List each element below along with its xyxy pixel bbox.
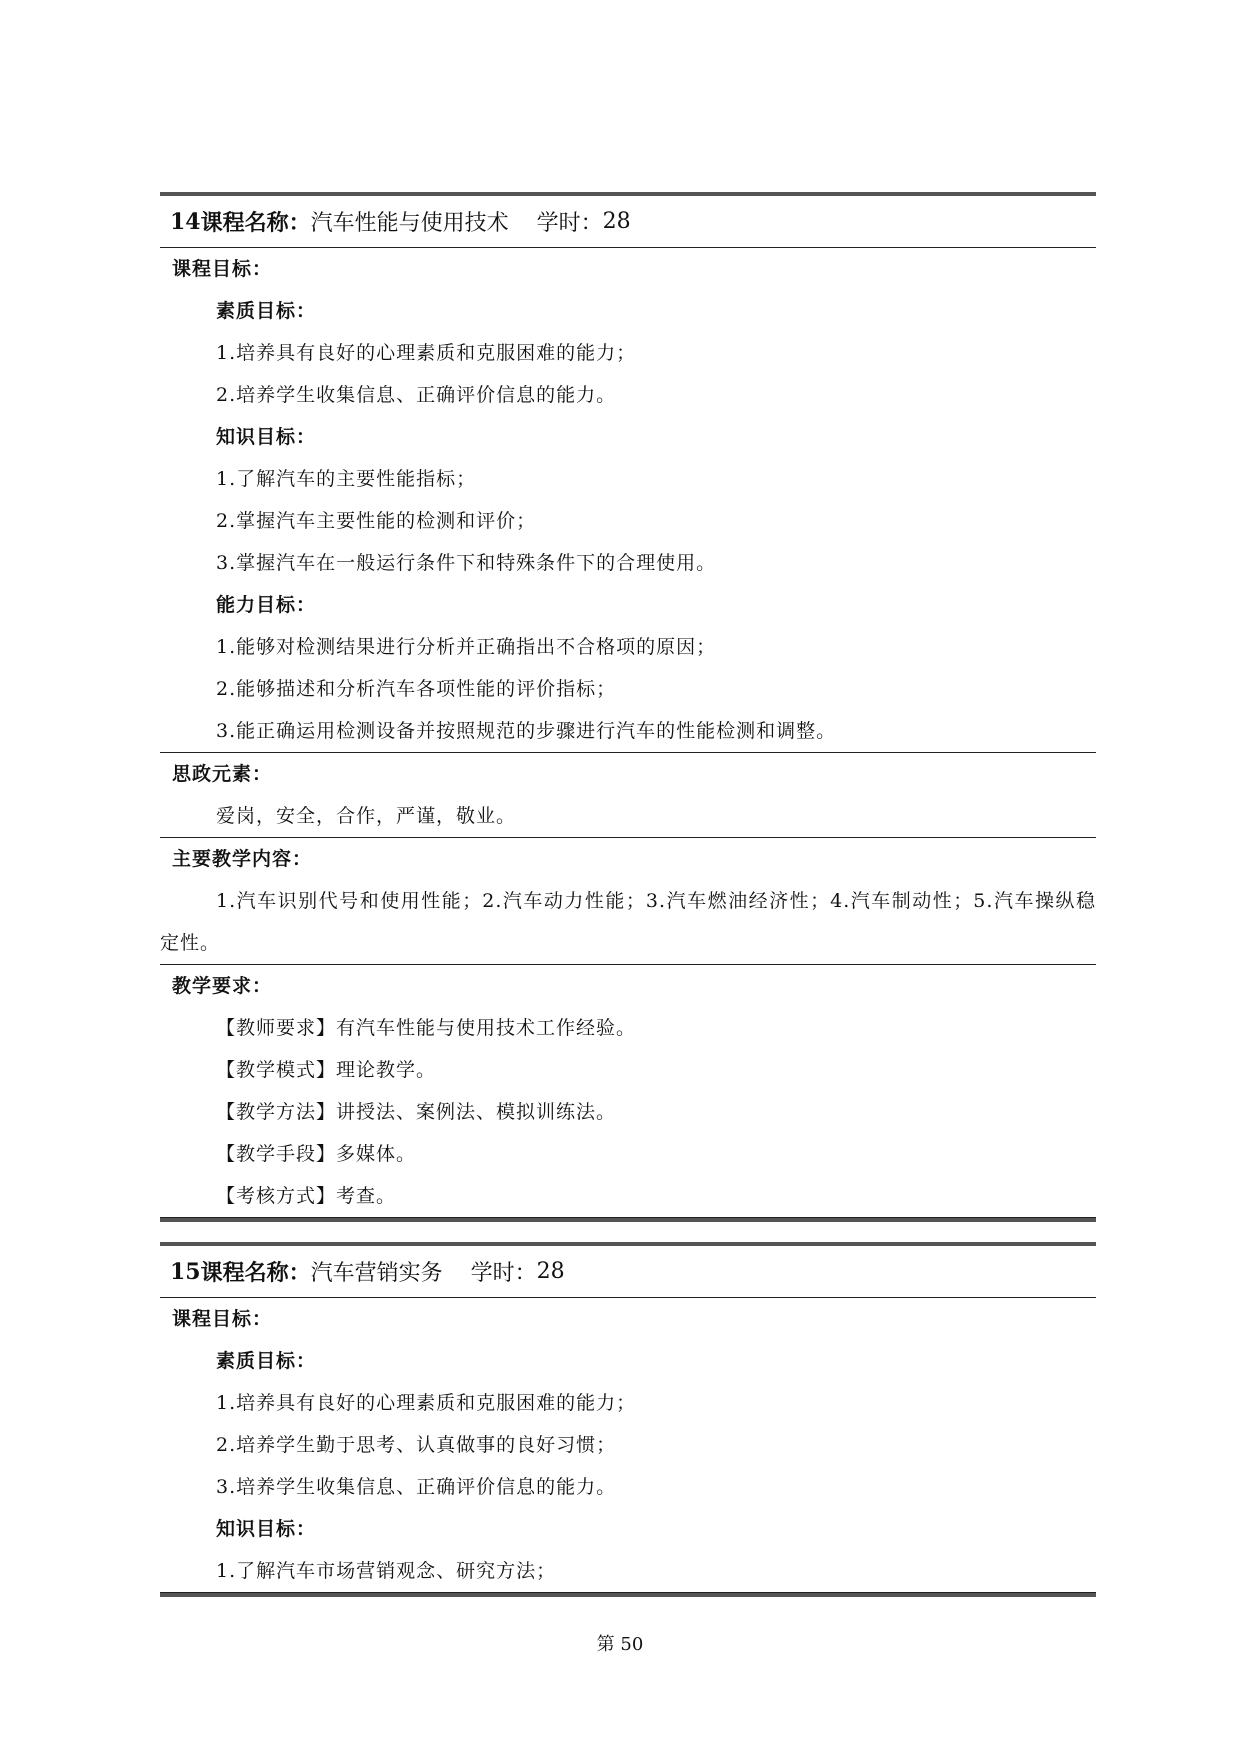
quality-item: 3.培养学生收集信息、正确评价信息的能力。 <box>216 1476 617 1498</box>
course-name-label: 课程名称： <box>200 1260 311 1286</box>
content-text: 1.汽车识别代号和使用性能；2.汽车动力性能；3.汽车燃油经济性；4.汽车制动性；5.汽车操纵稳定性。 <box>160 890 1096 954</box>
requirement-item: 【教学方法】讲授法、案例法、模拟训练法。 <box>216 1101 617 1123</box>
ideology-text: 爱岗，安全，合作，严谨，敬业。 <box>216 805 517 827</box>
quality-heading: 素质目标： <box>216 300 317 322</box>
requirement-item: 【教师要求】有汽车性能与使用技术工作经验。 <box>216 1017 637 1039</box>
quality-item: 2.培养学生收集信息、正确评价信息的能力。 <box>216 384 617 406</box>
knowledge-item: 1.了解汽车的主要性能指标； <box>216 468 477 490</box>
ability-item: 3.能正确运用检测设备并按照规范的步骤进行汽车的性能检测和调整。 <box>216 720 837 742</box>
quality-item: 1.培养具有良好的心理素质和克服困难的能力； <box>216 342 637 364</box>
quality-item: 1.培养具有良好的心理素质和克服困难的能力； <box>216 1392 637 1414</box>
hours-value: 28 <box>602 209 631 234</box>
knowledge-item: 1.了解汽车市场营销观念、研究方法； <box>216 1560 557 1582</box>
course-name-label: 课程名称： <box>200 210 311 236</box>
hours-value: 28 <box>536 1259 565 1284</box>
requirements-section <box>160 965 1096 1218</box>
knowledge-heading: 知识目标： <box>216 1518 317 1540</box>
bottom-rule <box>160 1218 1096 1222</box>
requirement-item: 【教学手段】多媒体。 <box>216 1143 417 1165</box>
course-name: 汽车营销实务 <box>310 1261 443 1286</box>
course-number: 14 <box>170 208 201 235</box>
course-title <box>160 1246 1096 1298</box>
objectives-heading: 课程目标： <box>172 258 273 280</box>
course-name: 汽车性能与使用技术 <box>310 211 509 236</box>
content-heading: 主要教学内容： <box>172 848 313 870</box>
page-number: 第 50 <box>596 1634 644 1655</box>
quality-heading: 素质目标： <box>216 1350 317 1372</box>
requirements-heading: 教学要求： <box>172 975 273 997</box>
requirement-item: 【教学模式】理论教学。 <box>216 1059 437 1081</box>
ability-heading: 能力目标： <box>216 594 317 616</box>
objectives-section <box>160 1298 1096 1593</box>
ability-item: 1.能够对检测结果进行分析并正确指出不合格项的原因； <box>216 636 717 658</box>
hours-label: 学时： <box>470 1261 537 1286</box>
course-number: 15 <box>170 1258 201 1285</box>
course-card-15 <box>160 1242 1096 1597</box>
course-card-14 <box>160 192 1096 1222</box>
bottom-rule <box>160 1593 1096 1597</box>
ideology-section <box>160 753 1096 838</box>
content-section <box>160 838 1096 965</box>
knowledge-heading: 知识目标： <box>216 426 317 448</box>
hours-label: 学时： <box>536 211 603 236</box>
course-title <box>160 196 1096 248</box>
knowledge-item: 2.掌握汽车主要性能的检测和评价； <box>216 510 537 532</box>
ability-item: 2.能够描述和分析汽车各项性能的评价指标； <box>216 678 617 700</box>
quality-item: 2.培养学生勤于思考、认真做事的良好习惯； <box>216 1434 617 1456</box>
objectives-heading: 课程目标： <box>172 1308 273 1330</box>
knowledge-item: 3.掌握汽车在一般运行条件下和特殊条件下的合理使用。 <box>216 552 717 574</box>
ideology-heading: 思政元素： <box>172 763 273 785</box>
objectives-section <box>160 248 1096 753</box>
requirement-item: 【考核方式】考查。 <box>216 1185 397 1207</box>
